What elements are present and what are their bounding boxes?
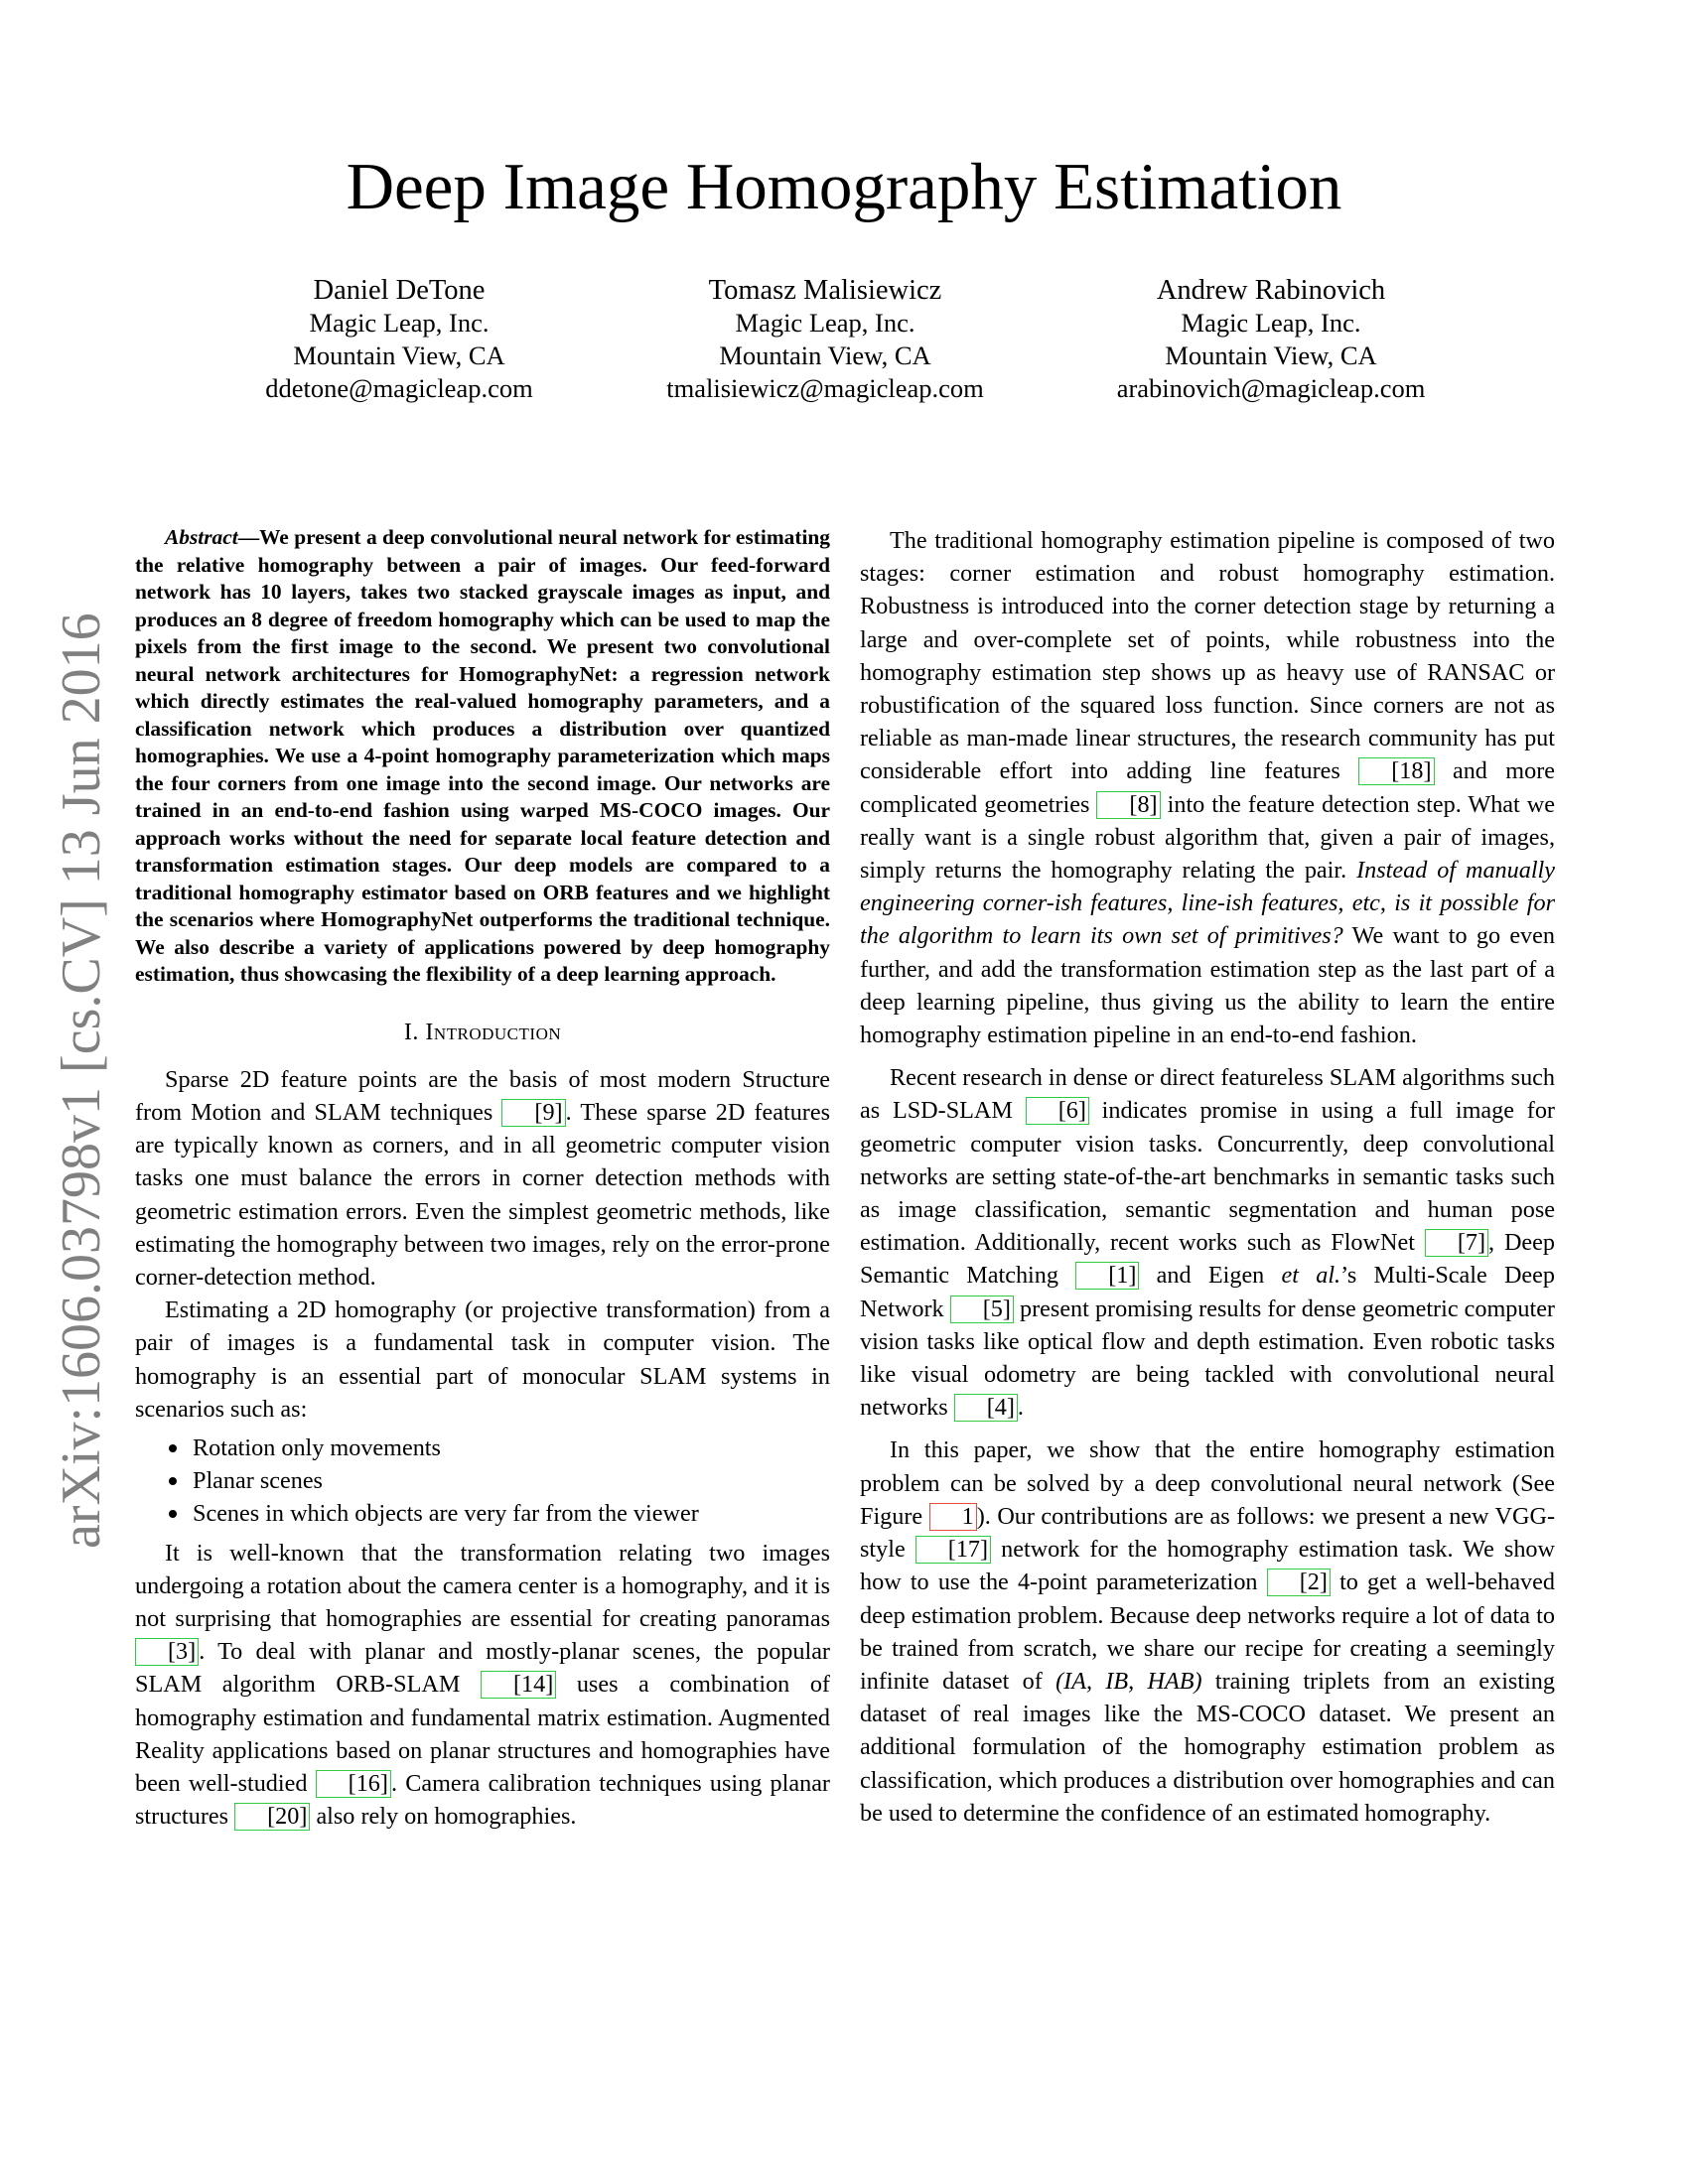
bullet-icon [169,1510,177,1518]
bullet-icon [169,1444,177,1452]
citation-link[interactable]: [17] [915,1536,991,1564]
citation-link[interactable]: [16] [316,1770,391,1798]
citation-link[interactable]: [7] [1425,1229,1488,1257]
section-number: I. [403,1019,426,1045]
paper-title: Deep Image Homography Estimation [346,150,1342,223]
right-paragraph-1: The traditional homography estimation pipeline is composed of two stages: corner estimation and robust homography estimation. Robustness is introduced into the corner detection stage by returning a large and over-complete set of points, while robustness into the homography estimation step shows up as heavy use of RANSAC or robustification of the squared loss function. Since corners are not as reliable as man-made linear structures, the research community has put considerable effort into adding line features [18] and more complicated geometries [8] into the feature detection step. What we really want is a single robust algorithm that, given a pair of images, simply returns the homography relating the pair. Instead of manually engineering corner-ish features, line-ish features, etc, is it possible for the algorithm to learn its own set of primitives? We want to go even further, and add the transformation estimation step as the last part of a deep learning pipeline, thus giving us the ability to learn the entire homography estimation pipeline in an end-to-end fashion. [860,527,1555,1049]
arxiv-stamp: arXiv:1606.03798v1 [cs.CV] 13 Jun 2016 [51,613,112,1549]
citation-link[interactable]: [1] [1075,1262,1139,1290]
list-item: Planar scenes [165,1464,830,1497]
citation-link[interactable]: [18] [1358,757,1434,785]
author-location: Mountain View, CA [1165,341,1377,370]
abstract [135,524,830,989]
et-al: et al. [1281,1262,1341,1290]
citation-link[interactable]: [5] [950,1296,1014,1323]
scenario-list [135,1432,830,1531]
left-column [135,524,830,1833]
author-name: Daniel DeTone [313,275,486,306]
author-name: Tomasz Malisiewicz [708,275,942,306]
author-affiliation: Magic Leap, Inc. [735,308,915,338]
citation-link[interactable]: [9] [501,1099,565,1127]
list-item: Rotation only movements [165,1432,830,1464]
intro-paragraph-3: It is well-known that the transformation relating two images undergoing a rotation about the camera center is a homography, and it is not surprising that homographies are essential for creating panoramas [3] . To deal with planar and mostly-planar scenes, the popular SLAM algorithm ORB-SLAM [14] uses a combination of homography estimation and fundamental matrix estimation. Augmented Reality applications based on planar structures and homographies have been well-studied [16] . Camera calibration techniques using planar structures [20] also rely on homographies. [135,1539,830,1831]
intro-paragraph-1: Sparse 2D feature points are the basis of most modern Structure from Motion and SLAM techniques [9] . These sparse 2D features are typically known as corners, and in all geometric computer vision tasks one must balance the errors in corner detection methods with geometric estimation errors. Even the simplest geometric methods, like estimating the homography between two images, rely on the error-prone corner-detection method. [135,1065,830,1291]
citation-link[interactable]: [2] [1267,1569,1331,1596]
author-block-2 [617,274,1034,405]
bullet-icon [169,1477,177,1485]
author-block-3 [1062,274,1479,405]
italic-question: Instead of manually engineering corner-ish features, line-ish features, etc, is it possible for the algorithm to learn its own set of primitives? [860,857,1555,950]
right-paragraph-3: In this paper, we show that the entire homography estimation problem can be solved by a deep convolutional neural network (See Figure 1 ). Our contributions are as follows: we present a new VGG-style [17] network for the homography estimation task. We show how to use the 4-point parameterization [2] to get a well-behaved deep estimation problem. Because deep networks require a lot of data to be trained from scratch, we share our recipe for creating a seemingly infinite dataset of (IA, IB, HAB) training triplets from an existing dataset of real images like the MS-COCO dataset. We present an additional formulation of the homography estimation problem as classification, which produces a distribution over homographies and can be used to determine the confidence of an estimated homography. [860,1436,1555,1827]
author-block-1 [191,274,608,405]
section-title: Introduction [425,1019,562,1045]
right-paragraph-2: Recent research in dense or direct featureless SLAM algorithms such as LSD-SLAM [6] indicates promise in using a full image for geometric computer vision tasks. Concurrently, deep convolutional networks are setting state-of-the-art benchmarks in semantic tasks such as image classification, semantic segmentation and human pose estimation. Additionally, recent works such as FlowNet [7] , Deep Semantic Matching [1] and Eigen et al.’s Multi-Scale Deep Network [5] present promising results for dense geometric computer vision tasks like optical flow and depth estimation. Even robotic tasks like visual odometry are being tackled with convolutional neural networks [4] . [860,1064,1555,1422]
author-location: Mountain View, CA [293,341,505,370]
author-email[interactable]: arabinovich@magicleap.com [1116,373,1426,403]
right-column [860,524,1555,1830]
author-email[interactable]: ddetone@magicleap.com [265,373,533,403]
figure-link[interactable]: 1 [929,1503,977,1531]
author-affiliation: Magic Leap, Inc. [309,308,490,338]
abstract-text: —We present a deep convolutional neural network for estimating the relative homography between a pair of images. Our feed-forward network has 10 layers, takes two stacked grayscale images as input, and produces an 8 degree of freedom homography which can be used to map the pixels from the first image to the second. We present two convolutional neural network architectures for HomographyNet: a regression network which directly estimates the real-valued homography parameters, and a classification network which produces a distribution over quantized homographies. We use a 4-point homography parameterization which maps the four corners from one image into the second image. Our networks are trained in an end-to-end fashion using warped MS-COCO images. Our approach works without the need for separate local feature detection and transformation estimation stages. Our deep models are compared to a traditional homography estimator based on ORB features and we highlight the scenarios where HomographyNet outperforms the traditional technique. We also describe a variety of applications powered by deep homography estimation, thus showcasing the flexibility of a deep learning approach. [135,525,830,986]
author-email[interactable]: tmalisiewicz@magicleap.com [666,373,984,403]
citation-link[interactable]: [8] [1096,791,1160,819]
intro-paragraph-2: Estimating a 2D homography (or projective transformation) from a pair of images is a fundamental task in computer vision. The homography is an essential part of monocular SLAM systems in scenarios such as: [135,1297,830,1423]
citation-link[interactable]: [6] [1026,1097,1089,1125]
citation-link[interactable]: [4] [954,1394,1018,1422]
citation-link[interactable]: [14] [481,1671,556,1699]
author-affiliation: Magic Leap, Inc. [1181,308,1361,338]
author-location: Mountain View, CA [719,341,931,370]
list-item: Scenes in which objects are very far from the viewer [165,1497,830,1530]
citation-link[interactable]: [20] [234,1803,310,1831]
citation-link[interactable]: [3] [135,1638,199,1666]
abstract-label: Abstract [165,525,238,549]
author-name: Andrew Rabinovich [1156,275,1386,306]
math-triplet: (IA, IB, HAB) [1055,1667,1202,1695]
section-heading-introduction [135,1017,830,1049]
